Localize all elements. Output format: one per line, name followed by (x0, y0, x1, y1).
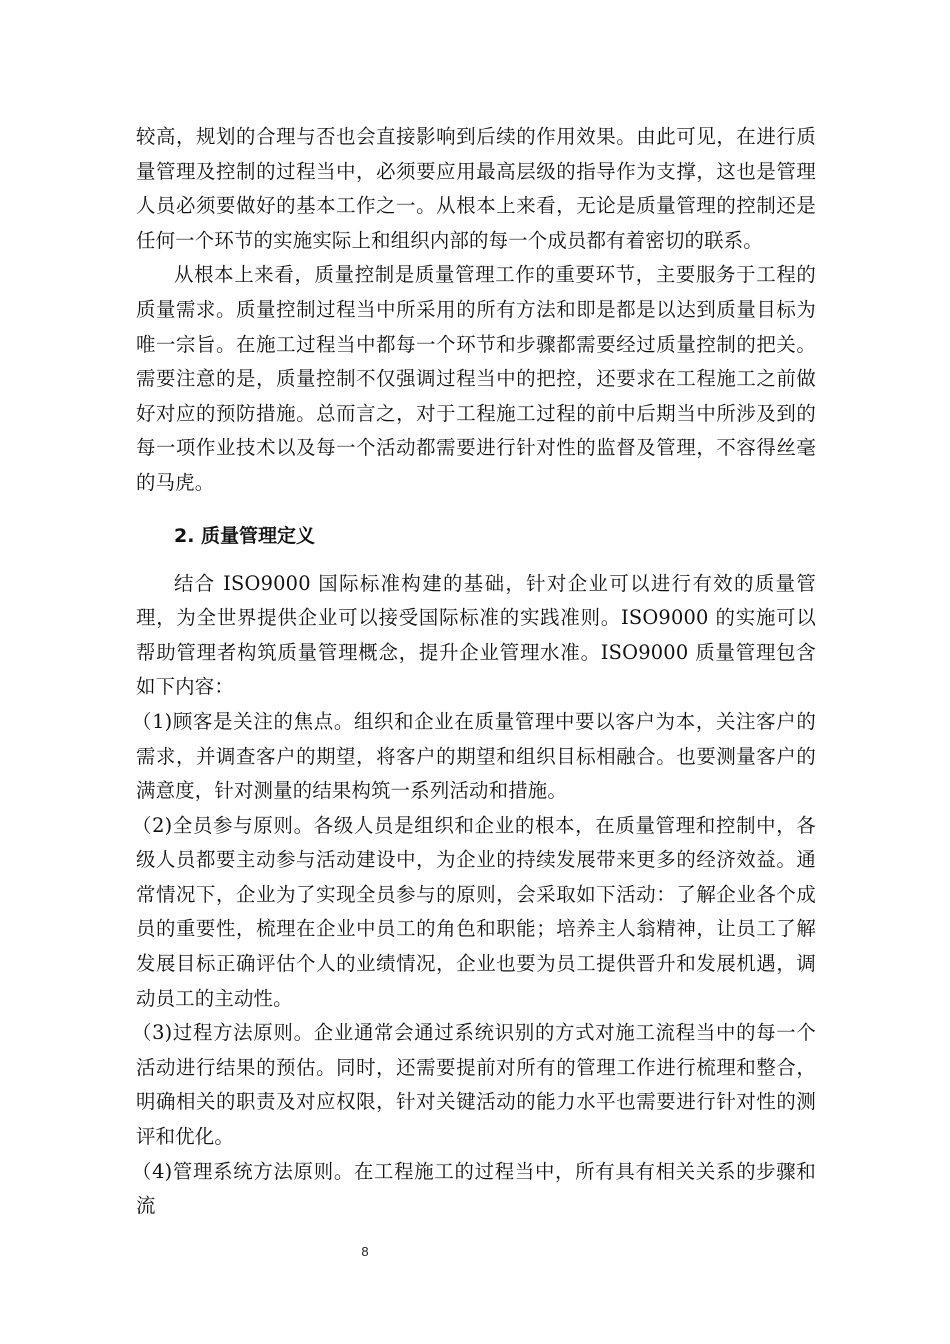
body-paragraph-iso-intro: 结合 ISO9000 国际标准构建的基础，针对企业可以进行有效的质量管理，为全世界提供企业可以接受国际标准的实践准则。ISO9000 的实施可以帮助管理者构筑质量管理概念，提升企业管理水准。ISO9000 质量管理包含如下内容： (136, 571, 816, 699)
document-page (132, 120, 816, 1224)
body-paragraph-quality-control: 从根本上来看，质量控制是质量管理工作的重要环节，主要服务于工程的质量需求。质量控制过程当中所采用的所有方法和即是都是以达到质量目标为唯一宗旨。在施工过程当中都每一个环节和步骤都需要经过质量控制的把关。需要注意的是，质量控制不仅强调过程当中的把控，还要求在工程施工之前做好对应的预防措施。总而言之，对于工程施工过程的前中后期当中所涉及到的每一项作业技术以及每一个活动都需要进行针对性的监督及管理，不容得丝毫的马虎。 (136, 263, 816, 494)
section-heading: 2. 质量管理定义 (174, 524, 316, 547)
list-item-system-approach: （4)管理系统方法原则。在工程施工的过程当中，所有具有相关关系的步骤和流 (132, 1159, 816, 1218)
page-number: 8 (361, 1244, 369, 1259)
body-paragraph-continuation: 较高，规划的合理与否也会直接影响到后续的作用效果。由此可见，在进行质量管理及控制的过程当中，必须要应用最高层级的指导作为支撑，这也是管理人员必须要做好的基本工作之一。从根本上来看，无论是质量管理的控制还是任何一个环节的实施实际上和组织内部的每一个成员都有着密切的联系。 (136, 125, 816, 252)
list-item-customer-focus: （1)顾客是关注的焦点。组织和企业在质量管理中要以客户为本，关注客户的需求，并调查客户的期望，将客户的期望和组织目标相融合。也要测量客户的满意度，针对测量的结果构筑一系列活动和措施。 (132, 709, 816, 803)
list-item-full-participation: （2)全员参与原则。各级人员是组织和企业的根本，在质量管理和控制中，各级人员都要主动参与活动建设中，为企业的持续发展带来更多的经济效益。通常情况下，企业为了实现全员参与的原则，会采取如下活动：了解企业各个成员的重要性，梳理在企业中员工的角色和职能；培养主人翁精神，让员工了解发展目标正确评估个人的业绩情况，企业也要为员工提供晋升和发展机遇，调动员工的主动性。 (132, 813, 816, 1010)
page-number-footer (0, 1244, 950, 1259)
list-item-process-approach: （3)过程方法原则。企业通常会通过系统识别的方式对施工流程当中的每一个活动进行结果的预估。同时，还需要提前对所有的管理工作进行梳理和整合，明确相关的职责及对应权限，针对关键活动的能力水平也需要进行针对性的测评和优化。 (132, 1021, 816, 1149)
